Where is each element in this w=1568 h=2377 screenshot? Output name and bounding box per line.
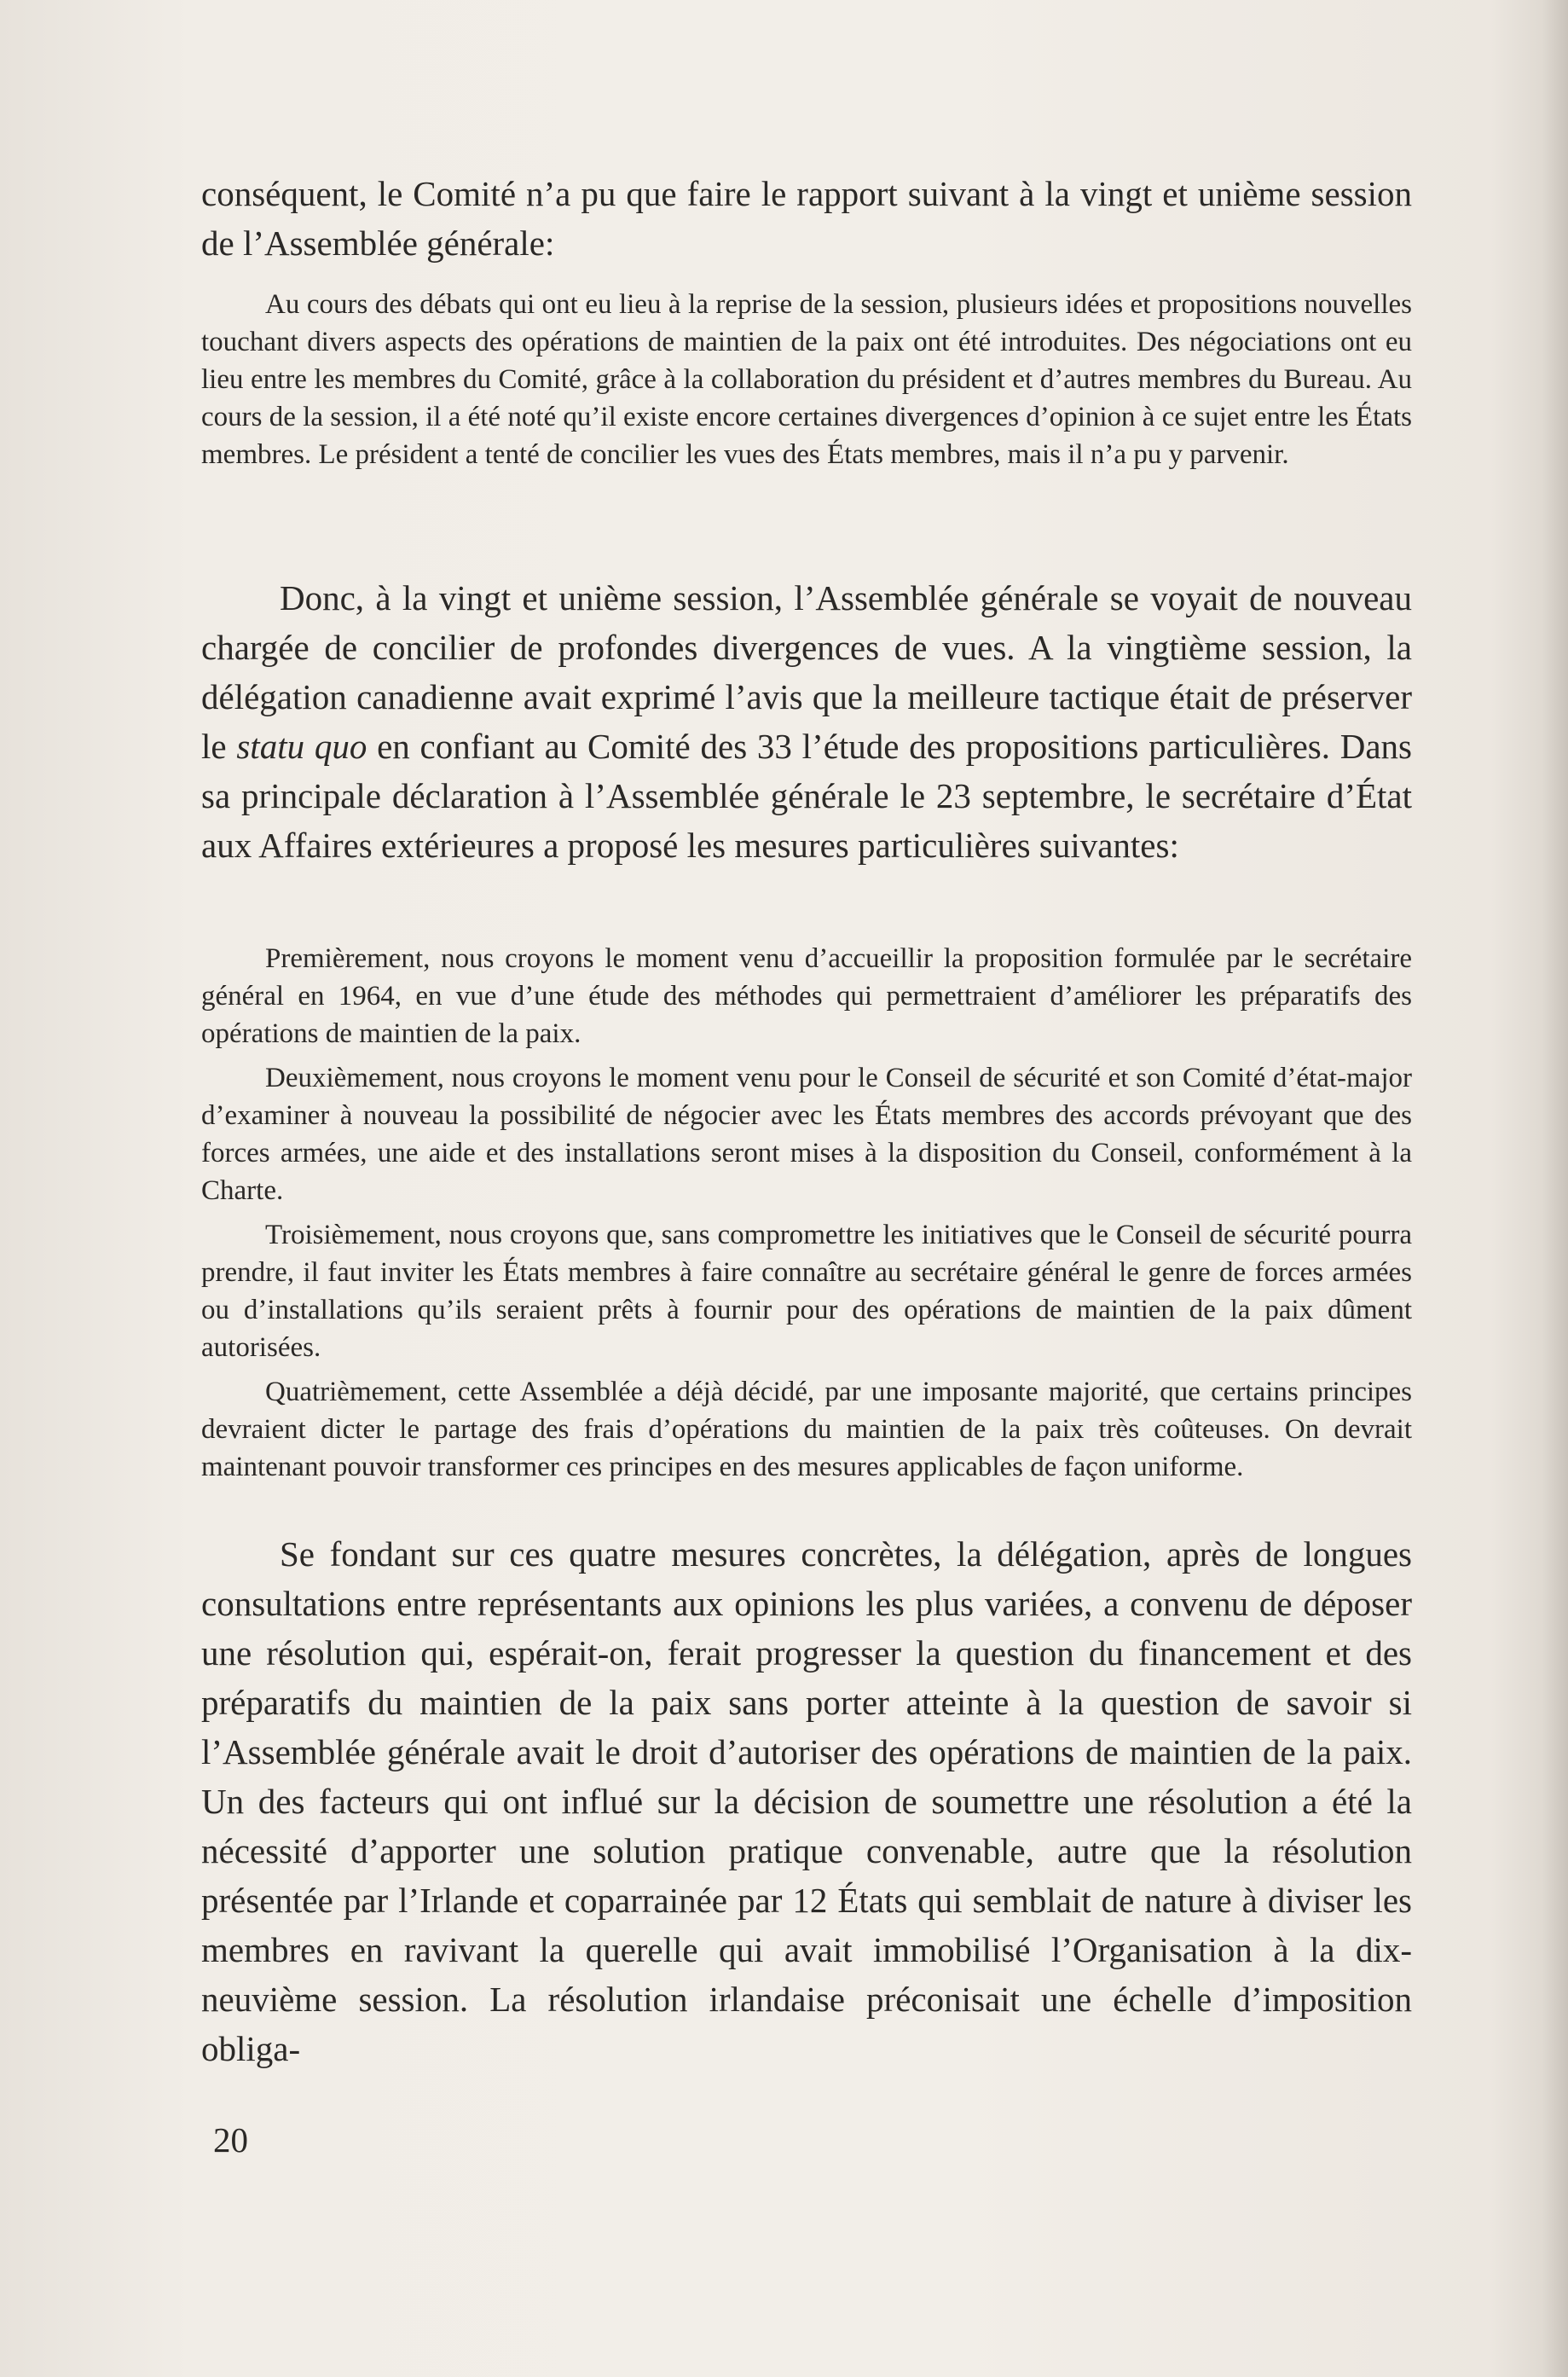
text-run: en confiant au Comité des 33 l’étude des propositions particulières. Dans sa principale déclaration à l’Assemblée générale le 23 septembre, le secrétaire d’État aux Affaires extérieures a proposé les mesures particulières suivantes: [201,727,1412,865]
measure-first: Premièrement, nous croyons le moment venu d’accueillir la proposition formulée par le secrétaire général en 1964, en vue d’une étude des méthodes qui permettraient d’améliorer les préparatifs des opérations de maintien de la paix. [201,943,1412,1049]
body-text: Se fondant sur ces quatre mesures concrètes, la délégation, après de longues consultations entre représentants aux opinions les plus variées, a convenu de déposer une résolution qui, espérait-on, ferait progresser la question du financement et des préparatifs du maintien de la paix sans porter atteinte à la question de savoir si l’Assemblée générale avait le droit d’autoriser des opérations de maintien de la paix. Un des facteurs qui ont influé sur la décision de soumettre une résolution a été la nécessité d’apporter une solution pratique convenable, autre que la résolution présentée par l’Irlande et coparrainée par 12 États qui semblait de nature à diviser les membres en ravivant la querelle qui avait immobilisé l’Organisation à la dix-neuvième session. La résolution irlandaise préconisait une échelle d’imposition obliga- [201,1534,1412,2068]
committee-report-quote [201,286,1412,473]
page-edge-shadow [1542,0,1568,2377]
measure-third: Troisièmement, nous croyons que, sans compromettre les initiatives que le Conseil de sécurité pourra prendre, il faut inviter les États membres à faire connaître au secrétaire général le genre de forces armées ou d’installations qu’ils seraient prêts à fournir pour des opérations de maintien de la paix dûment autorisées. [201,1220,1412,1363]
italic-phrase: statu quo [236,727,367,766]
second-paragraph [201,573,1412,870]
measure-second: Deuxièmement, nous croyons le moment venu pour le Conseil de sécurité et son Comité d’état-major d’examiner à nouveau la possibilité de négocier avec les États membres des accords prévoyant que des forces armées, une aide et des installations seront mises à la disposition du Conseil, conformément à la Charte. [201,1063,1412,1206]
opening-paragraph [201,169,1412,268]
text-run: Donc, à la vingt et unième session, l’Assemblée générale se voyait de nouveau chargée de concilier de profondes divergences de vues. A la vingtième session, la délégation canadienne avait exprimé l’avis que la meilleure tactique était de préserver le [201,578,1412,766]
third-paragraph [201,1529,1412,2073]
measures-quote [201,940,1412,1486]
page-number: 20 [213,2120,248,2160]
measure-fourth: Quatrièmement, cette Assemblée a déjà décidé, par une imposante majorité, que certains principes devraient dicter le partage des frais d’opérations du maintien de la paix très coûteuses. On devrait maintenant pouvoir transformer ces principes en des mesures applicables de façon uniforme. [201,1377,1412,1482]
body-text: conséquent, le Comité n’a pu que faire le rapport suivant à la vingt et unième session de l’Assemblée générale: [201,174,1412,263]
body-text [201,573,1412,870]
quote-text: Au cours des débats qui ont eu lieu à la reprise de la session, plusieurs idées et propositions nouvelles touchant divers aspects des opérations de maintien de la paix ont été introduites. Des négociations ont eu lieu entre les membres du Comité, grâce à la collaboration du président et d’autres membres du Bureau. Au cours de la session, il a été noté qu’il existe encore certaines divergences d’opinion à ce sujet entre les États membres. Le président a tenté de concilier les vues des États membres, mais il n’a pu y parvenir. [201,289,1412,470]
